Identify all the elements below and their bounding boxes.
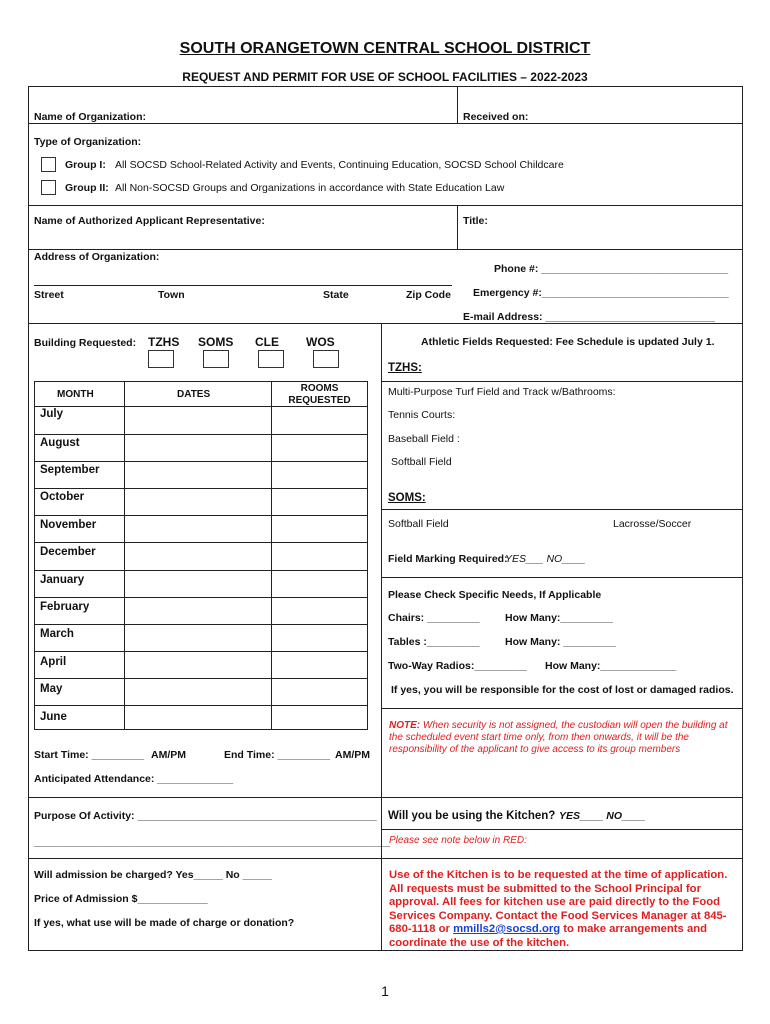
radios-note: If yes, you will be responsible for the cost of lost or damaged radios. [391, 684, 734, 696]
admission-use-field[interactable]: If yes, what use will be made of charge or donation? [34, 917, 295, 929]
radios-how-many[interactable]: How Many:_____________ [545, 660, 677, 672]
attendance-field[interactable]: Anticipated Attendance: _____________ [34, 773, 234, 785]
divider [457, 205, 458, 249]
field-soms-softball[interactable]: Softball Field [388, 518, 449, 530]
column-divider [381, 323, 382, 951]
building-wos-label: WOS [306, 335, 335, 349]
kitchen-question: Will you be using the Kitchen? [388, 810, 556, 822]
col-rooms-header-line1: ROOMS [300, 383, 339, 394]
chairs-field[interactable]: Chairs: _________ [388, 612, 480, 624]
group1-label: Group I: [65, 159, 106, 171]
month-august[interactable]: August [40, 437, 80, 449]
row-line [34, 651, 368, 652]
divider [28, 123, 743, 124]
divider [381, 577, 743, 578]
divider [457, 86, 458, 124]
kitchen-note-line1: Use of the Kitchen is to be requested at the time of application. [389, 869, 728, 881]
field-marking-options[interactable]: YES___ NO____ [505, 553, 586, 565]
group2-description: All Non-SOCSD Groups and Organizations in accordance with State Education Law [115, 182, 505, 194]
divider [381, 708, 743, 709]
state-label: State [323, 289, 349, 301]
admission-price-field[interactable]: Price of Admission $____________ [34, 893, 208, 905]
purpose-field[interactable]: Purpose Of Activity: _________________________________________ [34, 810, 377, 822]
end-time-field[interactable]: End Time: _________ [224, 749, 331, 761]
phone-field[interactable]: Phone #: ________________________________ [494, 263, 729, 275]
row-line [34, 624, 368, 625]
chairs-how-many[interactable]: How Many:_________ [505, 612, 613, 624]
month-march[interactable]: March [40, 628, 74, 640]
address-label[interactable]: Address of Organization: [34, 251, 160, 263]
representative-label[interactable]: Name of Authorized Applicant Representative: [34, 215, 265, 227]
row-line [34, 488, 368, 489]
purpose-line2[interactable]: _____________________________________________________________ [34, 836, 391, 848]
kitchen-note-line3: approval. All fees for kitchen use are paid directly to the Food [389, 896, 721, 908]
group2-checkbox[interactable] [41, 180, 56, 195]
security-note-line3: responsibility of the applicant to give access to its group members [389, 744, 681, 755]
month-january[interactable]: January [40, 574, 85, 586]
month-may[interactable]: May [40, 683, 63, 695]
radios-field[interactable]: Two-Way Radios:_________ [388, 660, 527, 672]
month-september[interactable]: September [40, 464, 100, 476]
building-label: Building Requested: [34, 337, 137, 349]
row-line [34, 434, 368, 435]
month-december[interactable]: December [40, 546, 96, 558]
soms-heading: SOMS: [388, 492, 426, 504]
org-type-label: Type of Organization: [34, 136, 142, 148]
start-ampm: AM/PM [151, 749, 186, 761]
divider [28, 858, 743, 859]
col-dates-header: DATES [177, 389, 211, 400]
month-february[interactable]: February [40, 601, 90, 613]
title-label[interactable]: Title: [463, 215, 488, 227]
received-on-label[interactable]: Received on: [463, 111, 529, 123]
emergency-field[interactable]: Emergency #:________________________________ [473, 287, 729, 299]
divider [28, 205, 743, 206]
end-ampm: AM/PM [335, 749, 370, 761]
kitchen-note-line5-post: to make arrangements and [560, 923, 708, 935]
address-line [34, 285, 452, 286]
kitchen-see-note: Please see note below in RED: [389, 835, 527, 846]
security-note-line1 [389, 720, 728, 732]
divider [28, 323, 743, 324]
town-label: Town [158, 289, 185, 301]
building-tzhs-checkbox[interactable] [148, 350, 174, 368]
col-rooms-header-line2: REQUESTED [288, 395, 351, 406]
month-april[interactable]: April [40, 656, 67, 668]
building-cle-checkbox[interactable] [258, 350, 284, 368]
row-line [34, 461, 368, 462]
start-time-field[interactable]: Start Time: _________ [34, 749, 145, 761]
district-title: SOUTH ORANGETOWN CENTRAL SCHOOL DISTRICT [179, 40, 591, 57]
field-tzhs-softball[interactable]: Softball Field [391, 456, 452, 468]
col-month-header: MONTH [57, 389, 94, 400]
field-tennis-courts[interactable]: Tennis Courts: [388, 409, 456, 421]
row-line [34, 515, 368, 516]
building-wos-checkbox[interactable] [313, 350, 339, 368]
security-note-label: NOTE: [389, 720, 421, 731]
row-line [34, 705, 368, 706]
tzhs-heading: TZHS: [388, 362, 422, 374]
kitchen-note-line5 [389, 923, 707, 937]
form-title: REQUEST AND PERMIT FOR USE OF SCHOOL FACILITIES – 2022-2023 [182, 70, 588, 84]
row-line [34, 678, 368, 679]
org-name-label[interactable]: Name of Organization: [34, 111, 147, 123]
building-cle-label: CLE [255, 335, 279, 349]
athletic-fields-heading: Athletic Fields Requested: Fee Schedule is updated July 1. [421, 336, 715, 348]
kitchen-email-link[interactable]: mmills2@socsd.org [453, 923, 561, 935]
kitchen-note-line4: Services Company. Contact the Food Services Manager at 845- [389, 909, 727, 922]
group1-description: All SOCSD School-Related Activity and Events, Continuing Education, SOCSD School Childcare [115, 159, 564, 171]
building-tzhs-label: TZHS [148, 335, 180, 349]
kitchen-note-line2: All requests must be submitted to the School Principal for [389, 882, 701, 895]
field-marking-label: Field Marking Required: [388, 553, 508, 565]
field-soms-lacrosse[interactable]: Lacrosse/Soccer [613, 518, 692, 530]
page-number: 1 [381, 983, 389, 999]
street-label: Street [34, 289, 64, 301]
divider [28, 797, 743, 798]
email-field[interactable]: E-mail Address: _____________________________ [463, 311, 715, 323]
month-november[interactable]: November [40, 519, 97, 531]
group2-label: Group II: [65, 182, 109, 194]
row-line [34, 597, 368, 598]
needs-heading: Please Check Specific Needs, If Applicable [388, 589, 602, 601]
security-note-line2: the scheduled event start time only, from then onwards, it will be the [389, 732, 689, 743]
divider [28, 249, 743, 250]
month-july[interactable]: July [40, 408, 64, 420]
divider [381, 509, 743, 510]
month-october[interactable]: October [40, 491, 85, 503]
kitchen-note-line5-pre: 680-1118 or [389, 923, 454, 935]
kitchen-note-line6: coordinate the use of the kitchen. [389, 936, 570, 949]
tables-how-many[interactable]: How Many: _________ [505, 636, 616, 648]
field-baseball[interactable]: Baseball Field : [388, 433, 460, 445]
tables-field[interactable]: Tables :_________ [388, 636, 480, 648]
month-june[interactable]: June [40, 711, 67, 723]
security-note-text: When security is not assigned, the custodian will open the building at [420, 720, 728, 731]
admission-charged-field[interactable]: Will admission be charged? Yes_____ No _____ [34, 869, 272, 881]
row-line [34, 570, 368, 571]
row-line [34, 542, 368, 543]
divider [381, 829, 743, 830]
group1-checkbox[interactable] [41, 157, 56, 172]
zip-label: Zip Code [406, 289, 451, 301]
divider [381, 381, 743, 382]
building-soms-label: SOMS [198, 335, 234, 349]
building-soms-checkbox[interactable] [203, 350, 229, 368]
kitchen-options[interactable]: YES____ NO____ [559, 810, 646, 822]
field-turf-track[interactable]: Multi-Purpose Turf Field and Track w/Bathrooms: [388, 386, 616, 398]
